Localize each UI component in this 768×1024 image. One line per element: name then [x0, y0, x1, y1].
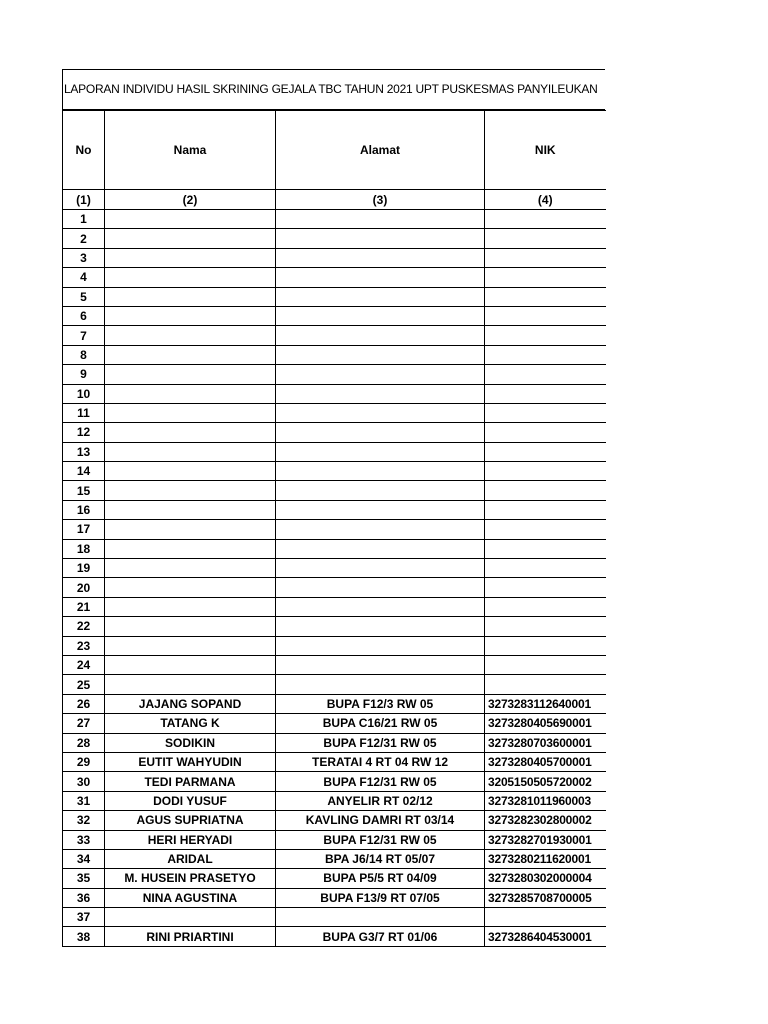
cell-no: 12	[63, 423, 105, 442]
spreadsheet	[62, 69, 605, 947]
cell-nik	[485, 500, 606, 519]
cell-nama: AGUS SUPRIATNA	[105, 811, 276, 830]
cell-no: 2	[63, 229, 105, 248]
cell-nik	[485, 908, 606, 927]
cell-alamat	[276, 908, 485, 927]
cell-nik: 3273280211620001	[485, 849, 606, 868]
table-row	[63, 326, 606, 345]
cell-alamat	[276, 365, 485, 384]
cell-no: 6	[63, 306, 105, 325]
cell-nama: SODIKIN	[105, 733, 276, 752]
cell-alamat: BUPA F12/31 RW 05	[276, 830, 485, 849]
cell-nama	[105, 306, 276, 325]
cell-nik	[485, 462, 606, 481]
table-row	[63, 655, 606, 674]
cell-nama	[105, 384, 276, 403]
table-row	[63, 733, 606, 752]
cell-alamat	[276, 675, 485, 694]
cell-no: 21	[63, 597, 105, 616]
cell-nik	[485, 423, 606, 442]
cell-alamat: BUPA F12/3 RW 05	[276, 694, 485, 713]
cell-alamat	[276, 500, 485, 519]
title-row	[62, 69, 605, 110]
cell-nik: 3273281011960003	[485, 791, 606, 810]
cell-alamat	[276, 636, 485, 655]
colnum-1: (1)	[63, 190, 105, 210]
cell-nama	[105, 210, 276, 229]
cell-no: 36	[63, 888, 105, 907]
cell-nik: 3273285708700005	[485, 888, 606, 907]
table-row	[63, 423, 606, 442]
cell-nik	[485, 384, 606, 403]
cell-nik: 3273280703600001	[485, 733, 606, 752]
cell-alamat	[276, 442, 485, 461]
table-row	[63, 694, 606, 713]
cell-nama	[105, 578, 276, 597]
cell-no: 28	[63, 733, 105, 752]
header-nama: Nama	[105, 111, 276, 190]
cell-nik	[485, 675, 606, 694]
cell-nama	[105, 268, 276, 287]
cell-no: 33	[63, 830, 105, 849]
cell-nik: 3273286404530001	[485, 927, 606, 946]
cell-nama	[105, 423, 276, 442]
cell-alamat: BUPA G3/7 RT 01/06	[276, 927, 485, 946]
cell-nama	[105, 403, 276, 422]
table-row	[63, 306, 606, 325]
cell-alamat	[276, 384, 485, 403]
cell-nama: TEDI PARMANA	[105, 772, 276, 791]
table-row	[63, 442, 606, 461]
cell-no: 7	[63, 326, 105, 345]
cell-nama	[105, 675, 276, 694]
cell-alamat: ANYELIR RT 02/12	[276, 791, 485, 810]
cell-alamat	[276, 462, 485, 481]
cell-nama	[105, 655, 276, 674]
table-row	[63, 210, 606, 229]
cell-no: 35	[63, 869, 105, 888]
cell-nik	[485, 597, 606, 616]
cell-nik: 3273282701930001	[485, 830, 606, 849]
cell-alamat	[276, 539, 485, 558]
table-row	[63, 675, 606, 694]
cell-alamat: TERATAI 4 RT 04 RW 12	[276, 752, 485, 771]
table-row	[63, 636, 606, 655]
cell-no: 15	[63, 481, 105, 500]
table-row	[63, 520, 606, 539]
cell-nama	[105, 520, 276, 539]
cell-nik	[485, 248, 606, 267]
cell-no: 30	[63, 772, 105, 791]
cell-alamat	[276, 326, 485, 345]
header-nik: NIK	[485, 111, 606, 190]
cell-nama	[105, 462, 276, 481]
cell-nama: DODI YUSUF	[105, 791, 276, 810]
cell-alamat	[276, 345, 485, 364]
table-row	[63, 617, 606, 636]
cell-nama	[105, 597, 276, 616]
table-row	[63, 752, 606, 771]
cell-nik: 3273283112640001	[485, 694, 606, 713]
table-row	[63, 462, 606, 481]
cell-alamat	[276, 287, 485, 306]
table-row	[63, 811, 606, 830]
cell-nama	[105, 229, 276, 248]
cell-nama: RINI PRIARTINI	[105, 927, 276, 946]
table-row	[63, 559, 606, 578]
cell-no: 26	[63, 694, 105, 713]
cell-no: 32	[63, 811, 105, 830]
cell-no: 3	[63, 248, 105, 267]
report-title: LAPORAN INDIVIDU HASIL SKRINING GEJALA TBC TAHUN 2021 UPT PUSKESMAS PANYILEUKAN	[64, 82, 598, 96]
cell-nama	[105, 248, 276, 267]
cell-alamat	[276, 655, 485, 674]
cell-nama: TATANG K	[105, 714, 276, 733]
table-row	[63, 908, 606, 927]
cell-nik	[485, 287, 606, 306]
cell-nik	[485, 655, 606, 674]
cell-nik	[485, 345, 606, 364]
table-row	[63, 268, 606, 287]
cell-nama	[105, 287, 276, 306]
cell-nik	[485, 559, 606, 578]
table-row	[63, 403, 606, 422]
cell-nama: JAJANG SOPAND	[105, 694, 276, 713]
cell-alamat	[276, 617, 485, 636]
cell-nik	[485, 326, 606, 345]
cell-nama: M. HUSEIN PRASETYO	[105, 869, 276, 888]
cell-nik: 3273280405700001	[485, 752, 606, 771]
table-row	[63, 365, 606, 384]
cell-no: 1	[63, 210, 105, 229]
cell-no: 22	[63, 617, 105, 636]
table-row	[63, 888, 606, 907]
colnum-2: (2)	[105, 190, 276, 210]
cell-no: 14	[63, 462, 105, 481]
cell-alamat	[276, 597, 485, 616]
cell-nik	[485, 306, 606, 325]
cell-alamat: KAVLING DAMRI RT 03/14	[276, 811, 485, 830]
cell-nik	[485, 578, 606, 597]
table-body	[63, 210, 606, 947]
cell-no: 9	[63, 365, 105, 384]
cell-alamat	[276, 481, 485, 500]
table-row	[63, 287, 606, 306]
cell-nama	[105, 365, 276, 384]
cell-nik: 3273282302800002	[485, 811, 606, 830]
table-row	[63, 500, 606, 519]
table-row	[63, 229, 606, 248]
table-row	[63, 539, 606, 558]
table-row	[63, 791, 606, 810]
cell-no: 5	[63, 287, 105, 306]
colnum-4: (4)	[485, 190, 606, 210]
cell-nik	[485, 539, 606, 558]
cell-alamat: BUPA C16/21 RW 05	[276, 714, 485, 733]
cell-alamat	[276, 248, 485, 267]
cell-nik: 3273280302000004	[485, 869, 606, 888]
screening-table	[62, 110, 606, 947]
cell-alamat	[276, 306, 485, 325]
cell-no: 10	[63, 384, 105, 403]
cell-no: 38	[63, 927, 105, 946]
cell-nik	[485, 268, 606, 287]
cell-nama	[105, 908, 276, 927]
column-number-row	[63, 190, 606, 210]
cell-no: 16	[63, 500, 105, 519]
cell-nik	[485, 636, 606, 655]
cell-nik	[485, 617, 606, 636]
cell-no: 27	[63, 714, 105, 733]
cell-nik	[485, 403, 606, 422]
table-row	[63, 927, 606, 946]
header-row	[63, 111, 606, 190]
table-row	[63, 714, 606, 733]
cell-nik	[485, 442, 606, 461]
cell-alamat	[276, 268, 485, 287]
cell-no: 8	[63, 345, 105, 364]
cell-nik	[485, 210, 606, 229]
cell-nama	[105, 442, 276, 461]
cell-nik	[485, 229, 606, 248]
cell-nama	[105, 481, 276, 500]
cell-no: 20	[63, 578, 105, 597]
cell-no: 29	[63, 752, 105, 771]
cell-no: 24	[63, 655, 105, 674]
cell-alamat: BPA J6/14 RT 05/07	[276, 849, 485, 868]
cell-nama	[105, 636, 276, 655]
cell-nik: 3205150505720002	[485, 772, 606, 791]
cell-no: 34	[63, 849, 105, 868]
table-row	[63, 849, 606, 868]
cell-nik	[485, 481, 606, 500]
cell-alamat: BUPA P5/5 RT 04/09	[276, 869, 485, 888]
cell-nama: ARIDAL	[105, 849, 276, 868]
cell-alamat: BUPA F12/31 RW 05	[276, 733, 485, 752]
table-row	[63, 869, 606, 888]
cell-no: 19	[63, 559, 105, 578]
colnum-3: (3)	[276, 190, 485, 210]
cell-no: 11	[63, 403, 105, 422]
cell-alamat	[276, 520, 485, 539]
cell-no: 4	[63, 268, 105, 287]
table-row	[63, 597, 606, 616]
cell-alamat	[276, 559, 485, 578]
table-row	[63, 772, 606, 791]
cell-nama	[105, 617, 276, 636]
header-alamat: Alamat	[276, 111, 485, 190]
cell-alamat	[276, 423, 485, 442]
cell-nama: NINA AGUSTINA	[105, 888, 276, 907]
cell-alamat	[276, 229, 485, 248]
cell-nik: 3273280405690001	[485, 714, 606, 733]
cell-no: 18	[63, 539, 105, 558]
table-row	[63, 830, 606, 849]
cell-nama: HERI HERYADI	[105, 830, 276, 849]
table-row	[63, 578, 606, 597]
table-row	[63, 481, 606, 500]
cell-nik	[485, 520, 606, 539]
cell-nama	[105, 326, 276, 345]
cell-nama	[105, 539, 276, 558]
table-row	[63, 248, 606, 267]
cell-nik	[485, 365, 606, 384]
cell-alamat: BUPA F12/31 RW 05	[276, 772, 485, 791]
cell-alamat	[276, 403, 485, 422]
header-no: No	[63, 111, 105, 190]
cell-nama: EUTIT WAHYUDIN	[105, 752, 276, 771]
cell-alamat	[276, 210, 485, 229]
table-row	[63, 345, 606, 364]
cell-alamat	[276, 578, 485, 597]
cell-no: 23	[63, 636, 105, 655]
cell-no: 37	[63, 908, 105, 927]
cell-no: 25	[63, 675, 105, 694]
table-row	[63, 384, 606, 403]
cell-alamat: BUPA F13/9 RT 07/05	[276, 888, 485, 907]
cell-nama	[105, 500, 276, 519]
cell-nama	[105, 559, 276, 578]
cell-nama	[105, 345, 276, 364]
cell-no: 17	[63, 520, 105, 539]
cell-no: 13	[63, 442, 105, 461]
cell-no: 31	[63, 791, 105, 810]
